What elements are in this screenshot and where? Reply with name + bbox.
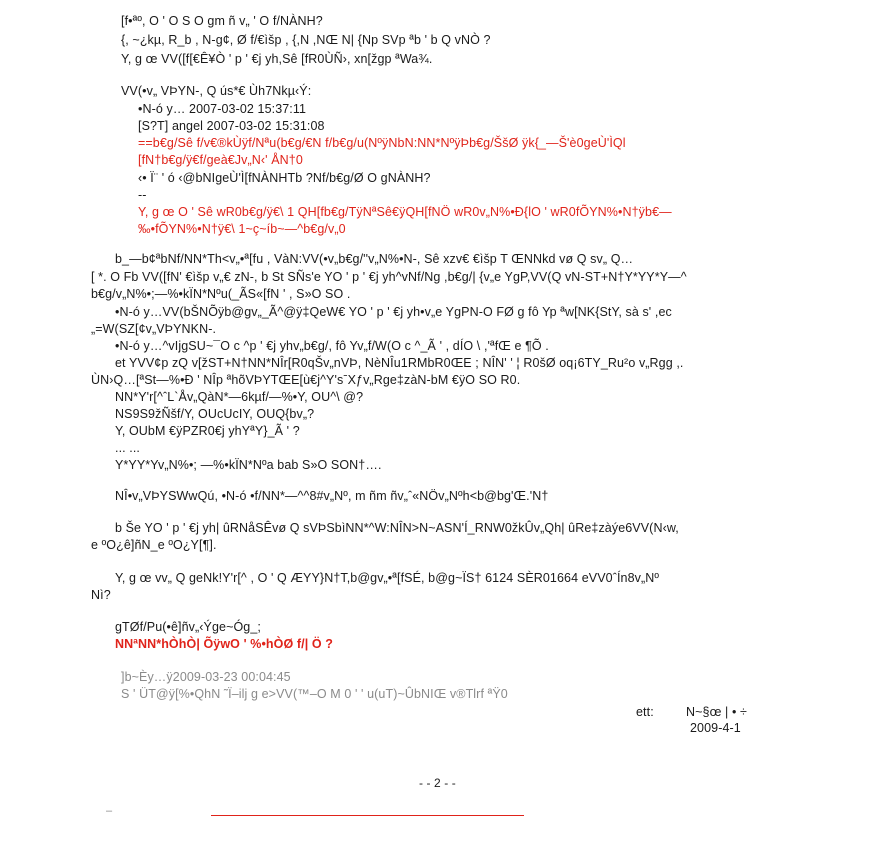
- text-line: •N-ó y… 2007-03-02 15:37:11: [138, 102, 307, 116]
- red-bold-text-line: NNªNN*hÒhÒ| ÕÿwO ' %•hÒØ f/| Ö ?: [115, 637, 334, 651]
- red-text-line: ==b€g/Sê f/v€®kÙÿf/Nªu(b€g/€N f/b€g/u(NºÿNbN:NN*NºÿÞb€g/ŠšØ ÿk{_—Š'è0geÙ'ÌQl: [138, 136, 626, 150]
- footer-red-rule: [211, 815, 524, 816]
- text-line: Y, g œ vv„ Q geNk!Y'r[^ , O ' Q ÆYY}N†T,b@gv„•ª[fSÉ, b@g~ÏS† 6124 SÈR01664 eVV0ˆÍn8v„Nº: [115, 571, 660, 585]
- text-line: Y, OUbM €ÿPZR0€j yhYªY}_Ã ' ?: [115, 424, 300, 438]
- red-text-line: Y, g œ O ' Sê wR0b€g/ÿ€\ 1 QH[fb€g/TÿNªSê€ÿQH[fNÖ wR0v„N%•Ð{lO ' wR0fÕYN%•N†ÿb€—: [138, 205, 672, 219]
- text-line: gTØf/Pu(•ê]ñv„‹Ýge~Óg_;: [115, 620, 261, 634]
- quoted-text-line: ]b~Èy…ÿ2009-03-23 00:04:45: [121, 670, 291, 684]
- red-text-line: [fN†b€g/ÿ€f/geà€Jv„N‹' ÅN†0: [138, 153, 303, 167]
- text-line: Nì?: [91, 588, 111, 602]
- text-line: --: [138, 188, 147, 202]
- text-line: b Še YO ' p ' €j yh| ûRNåSÊvø Q sVÞSbìNN*^W:NÎN>N~ASN'Í_RNW0žkÛv„Qh| ûRe‡zàýe6VV(N‹w,: [115, 521, 679, 535]
- text-line: •N-ó y…VV(bŠNÕÿb@gv„_Ã^@ÿ‡QeW€ YO ' p ' €j yh•v„e YgPN-O FØ g fô Yp ªw[NK{StY, sà s' ,ec: [115, 305, 672, 319]
- quoted-text-line: S ' ÜT@ÿ[%•QhN ˜Ï–ilj g e>VV(™–O M 0 ' ' u(uT)~ÛbNIŒ v®Tlrf ªŸ0: [121, 687, 508, 701]
- text-line: ‹• Ï¨ ' ó ‹@bNIgeÙ'Ì[fNÀNHTb ?Nf/b€g/Ø O gNÀNH?: [138, 171, 431, 185]
- text-line: NN*Y'r[^ˆL`Åv„QàN*—6kµf/—%•Y, OU^\ @?: [115, 390, 364, 404]
- signature-label: ett:: [636, 705, 654, 719]
- red-text-line: ‰•fÕYN%•N†ÿ€\ 1~ç~íb~—^b€g/v„0: [138, 222, 346, 236]
- text-line: b_—b¢ªbNf/NN*Th<v„•ª[fu , VàN:VV(•v„b€g/''v„N%•N-, Sê xzv€ €ìšp T ŒNNkd vø Q sv„ Q…: [115, 252, 634, 266]
- text-line: et YVV¢p zQ v[žST+N†NN*NÎr[R0qŠv„nVÞ, NèNÎu1RMbR0ŒE ; NÎN' ' ¦ R0šØ oq¡6TY_Ru²o v„Rgg ,.: [115, 356, 684, 370]
- text-line: VV(•v„ VÞYN-, Q ús*€ Ùh7Nkµ‹Ý:: [121, 84, 312, 98]
- text-line: {, ~¿kµ, R_b , N-g¢, Ø f/€ìšp , {,N ,NŒ N| {Np SVp ªb ' b Q vNÒ ?: [121, 33, 491, 47]
- text-line: [ *. O Fb VV([fN' €ìšp v„€ zN-, b St SÑs'e YO ' p ' €j yh^vNf/Ng ,b€g/| {v„e YgP,VV(Q vN-ST+N†Y*YY*Y—^: [91, 270, 687, 284]
- page-number: - - 2 - -: [419, 776, 456, 790]
- text-line: ÙN›Q…[ªSt—%•Ð ' NÎp ªhõVÞYTŒE[ù€j^Y'sˉXƒv„Rge‡zàN-bM €ÿO SO R0.: [91, 373, 521, 387]
- text-line: NÎ•v„VÞYSWwQú, •N-ó •f/NN*—^^8#v„Nº, m ñm ñv„ˆ«NÖv„Nºh<b@bg'Œ.'N†: [115, 489, 549, 503]
- text-line: •N-ó y…^vIjgSU~¯O c ^p ' €j yhv„b€g/, fô Yv„f/W(O c ^_Ã ' , dÍO \ ,'ªfŒ e ¶Õ .: [115, 339, 549, 353]
- signature-date: 2009-4-1: [690, 721, 741, 735]
- text-line: [f•ªº, O ' O S O gm ñ v„ ' O f/NÀNH?: [121, 14, 323, 28]
- text-line: [S?T] angel 2007-03-02 15:31:08: [138, 119, 325, 133]
- footer-left-mark: –: [106, 805, 113, 817]
- text-line: ... ...: [115, 441, 141, 455]
- text-line: Y, g œ VV([f[€Ê¥Ò ' p ' €j yh,Sê [fR0ÙÑ›, xn[žgp ªWa¾.: [121, 52, 433, 66]
- text-line: e ºO¿ê]ñN_e ºO¿Y[¶].: [91, 538, 217, 552]
- text-line: „=W(SZ[¢v„VÞYNKN-.: [91, 322, 217, 336]
- text-line: b€g/v„N%•;—%•kÏN*Nºu(_ÃS«[fN ' , S»O SO .: [91, 287, 351, 301]
- text-line: NS9S9žÑšf/Y, OUcUcIY, OUQ{bv„?: [115, 407, 315, 421]
- signature-name: N~§œ | • ÷: [686, 705, 747, 719]
- text-line: Y*YY*Yv„N%•; —%•kÏN*Nºa bab S»O SON†….: [115, 458, 382, 472]
